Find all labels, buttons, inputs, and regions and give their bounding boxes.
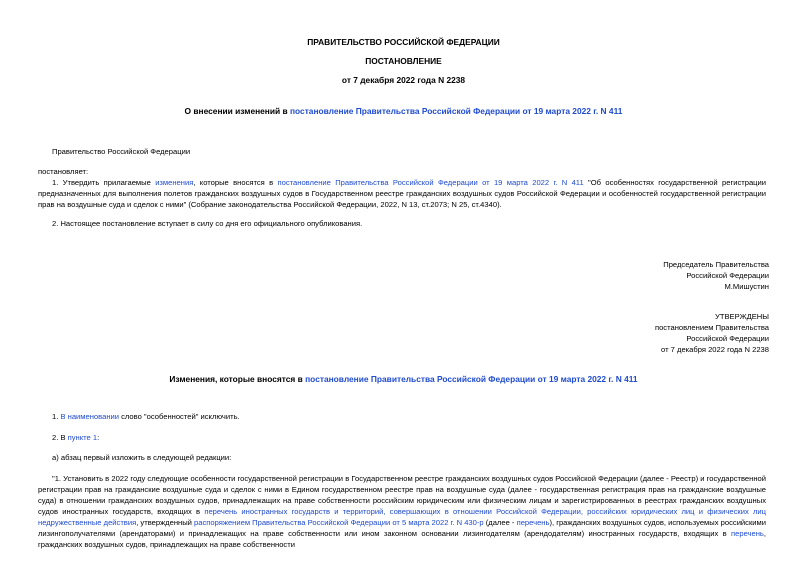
change-2-text-a: 2. В — [52, 433, 68, 442]
change-1-text-a: 1. — [52, 412, 61, 421]
signature-name: М.Мишустин — [724, 282, 769, 291]
document-title — [0, 106, 807, 117]
title-link-resolution-411[interactable]: постановление Правительства Российской Федерации от 19 марта 2022 г. N 411 — [289, 106, 623, 116]
document-title-prefix: О внесении изменений в — [184, 106, 290, 116]
item-1-text-b: , которые вносятся в — [193, 178, 278, 187]
approved-heading: УТВЕРЖДЕНЫ — [715, 312, 769, 321]
quoted-text-2: , утвержденный — [136, 518, 195, 527]
link-unfriendly-states-list[interactable]: перечень иностранных государств и территорий, совершающих в отношении Российской Федерации, российских юридических лиц и физических лиц недружественные действия — [38, 507, 766, 527]
changes-title-prefix: Изменения, которые вносятся в — [169, 374, 306, 384]
link-point-1[interactable]: пункте 1 — [67, 433, 98, 442]
issuer-text: Правительство Российской Федерации — [52, 147, 191, 156]
quoted-text-4: ), гражданских воздушных судов, используемых российскими лизингополучателями (арендаторами) и принадлежащих на праве собственности или ином законном основании лизингодателям (арендодателям) иностранных государств, входящих в — [38, 518, 766, 538]
link-order-430-r[interactable]: распоряжением Правительства Российской Федерации от 5 марта 2022 г. N 430-р — [194, 518, 484, 527]
approved-date: от 7 декабря 2022 года N 2238 — [661, 345, 769, 354]
quoted-text-3: (далее - — [483, 518, 517, 527]
change-1-text-b: слово "особенностей" исключить. — [119, 412, 240, 421]
quoted-text-1: "1. Установить в 2022 году следующие особенности государственной регистрации в Государственном реестре гражданских воздушных судов Российской Федерации (далее - Реестр) и государственной регистрации прав на гражданские воздушные суда и сделок с ними в Едином государственном реестре прав на воздушные суда (далее - государственная регистрация прав на гражданские воздушные суда) в отношении гражданских воздушных судов, принадлежащих на праве собственности российским юридическим или физическим лицам и зарегистрированных в реестрах гражданских воздушных судов иностранных государств, входящих в — [38, 474, 766, 516]
approved-government: Российской Федерации — [686, 334, 769, 343]
signature-position: Председатель Правительства — [663, 260, 769, 269]
link-in-title[interactable]: В наименовании — [60, 412, 119, 421]
link-list[interactable]: перечень — [516, 518, 550, 527]
item-1-paragraph — [38, 177, 766, 210]
link-resolution-411[interactable]: постановление Правительства Российской Федерации от 19 марта 2022 г. N 411 — [277, 178, 584, 187]
doc-type: ПОСТАНОВЛЕНИЕ — [365, 56, 442, 66]
link-changes[interactable]: изменения — [155, 178, 194, 187]
item-1-text-c: "Об особенностях государственной регистрации предназначенных для выполнения полетов гражданских воздушных судов в Государственном реестре гражданских воздушных судов Российской Федерации и особенностей государственной регистрации прав на воздушные суда и сделок с ними" (Собрание законодательства Российской Федерации, 2022, N 13, ст.2073; N 25, ст.4340). — [38, 178, 767, 209]
doc-date-number: от 7 декабря 2022 года N 2238 — [341, 75, 466, 85]
change-2a-paragraph: а) абзац первый изложить в следующей редакции: — [52, 453, 232, 462]
signature-government: Российской Федерации — [686, 271, 769, 280]
item-1-text-a: 1. Утвердить прилагаемые — [52, 178, 156, 187]
quoted-text-5: , гражданских воздушных судов, принадлежащих на праве собственности — [38, 529, 766, 549]
change-2-text-b: : — [97, 433, 100, 442]
changes-title — [0, 374, 807, 385]
decides-text: постановляет: — [38, 167, 89, 176]
item-2-paragraph: 2. Настоящее постановление вступает в силу со дня его официального опубликования. — [52, 219, 363, 228]
change-2-paragraph — [38, 432, 766, 443]
change-1-paragraph — [38, 411, 766, 422]
quoted-paragraph — [38, 473, 766, 550]
link-list-2[interactable]: перечень — [731, 529, 764, 538]
org-name: ПРАВИТЕЛЬСТВО РОССИЙСКОЙ ФЕДЕРАЦИИ — [307, 37, 500, 47]
changes-title-link-resolution-411[interactable]: постановление Правительства Российской Федерации от 19 марта 2022 г. N 411 — [305, 374, 638, 384]
approved-by: постановлением Правительства — [654, 323, 769, 332]
